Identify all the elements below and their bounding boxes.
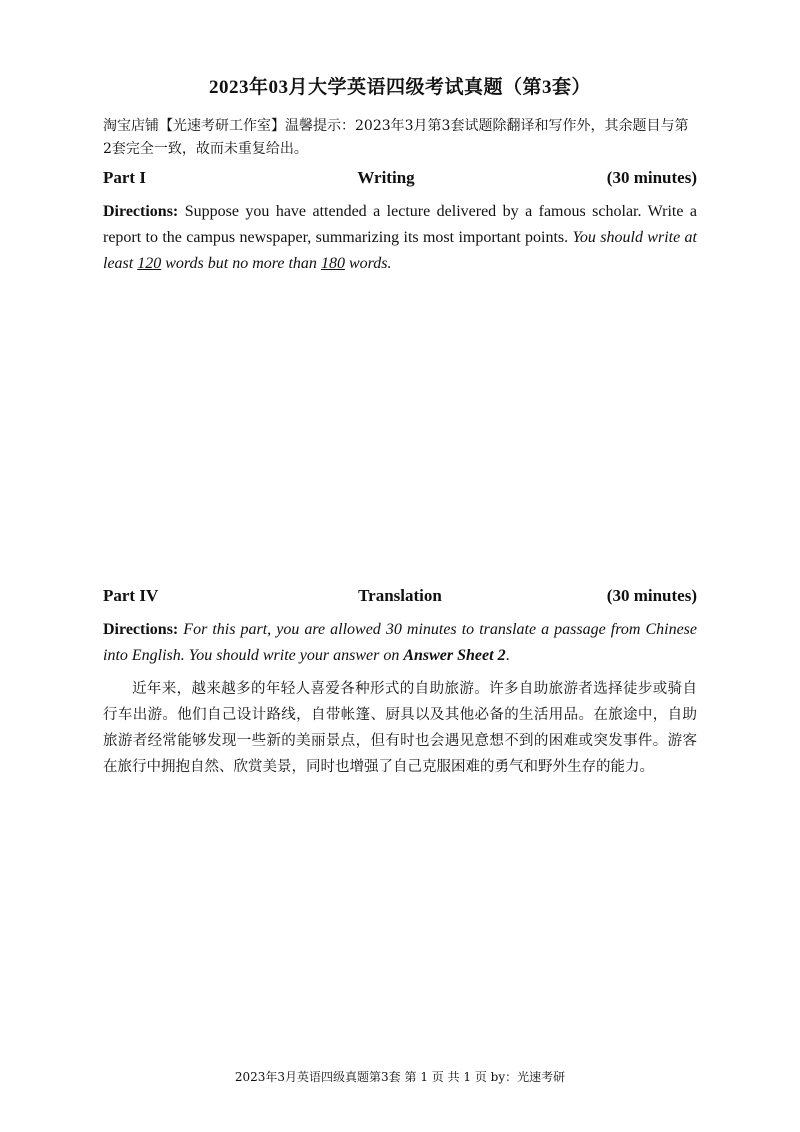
part-4-label: Part IV (103, 586, 159, 605)
part-1-label: Part I (103, 168, 146, 187)
part-4-header (103, 586, 697, 610)
part-1-name: Writing (357, 168, 415, 187)
directions-lead: Directions: (103, 621, 179, 638)
part-1-time: (30 minutes) (606, 168, 697, 187)
translation-passage: 近年来，越来越多的年轻人喜爱各种形式的自助旅游。许多自助旅游者选择徒步或骑自行车出游。他们自己设计路线，自带帐篷、厨具以及其他必备的生活用品。在旅途中，自助旅游者经常能够发现一些新的美丽景点，但有时也会遇见意想不到的困难或突发事件。游客在旅行中拥抱自然、欣赏美景，同时也增强了自己克服困难的勇气和野外生存的能力。 (103, 681, 697, 775)
min-words: 120 (137, 255, 162, 272)
page-title: 2023年03月大学英语四级考试真题（第3套） (208, 77, 591, 98)
part-1-directions (103, 199, 697, 277)
directions-lead: Directions: (103, 203, 179, 220)
part-1-header (103, 168, 697, 192)
answer-sheet-ref: Answer Sheet 2 (403, 647, 506, 664)
max-words: 180 (320, 255, 345, 272)
directions-instruction: For this part, you are allowed 30 minutes to translate a passage from Chinese into English. You should write your answer on Answer Sheet 2 (103, 621, 697, 664)
store-notice: 淘宝店铺【光速考研工作室】温馨提示：2023年3月第3套试题除翻译和写作外，其余题目与第2套完全一致，故而未重复给出。 (103, 118, 689, 157)
part-4-directions: Directions: For this part, you are allowed 30 minutes to translate a passage from Chinese into English. You should write your answer on Answer Sheet 2. (103, 621, 697, 664)
part-4-time: (30 minutes) (606, 586, 697, 605)
page-footer: 2023年3月英语四级真题第3套 第 1 页 共 1 页 by：光速考研 (234, 1070, 566, 1084)
directions-text: Suppose you have attended a lecture delivered by a famous scholar. Write a report to the campus newspaper, summarizing its most important points. (103, 203, 697, 246)
part-4-name: Translation (358, 586, 442, 605)
directions-requirement: You should write at least 120 words but no more than 180 words. (103, 229, 698, 272)
